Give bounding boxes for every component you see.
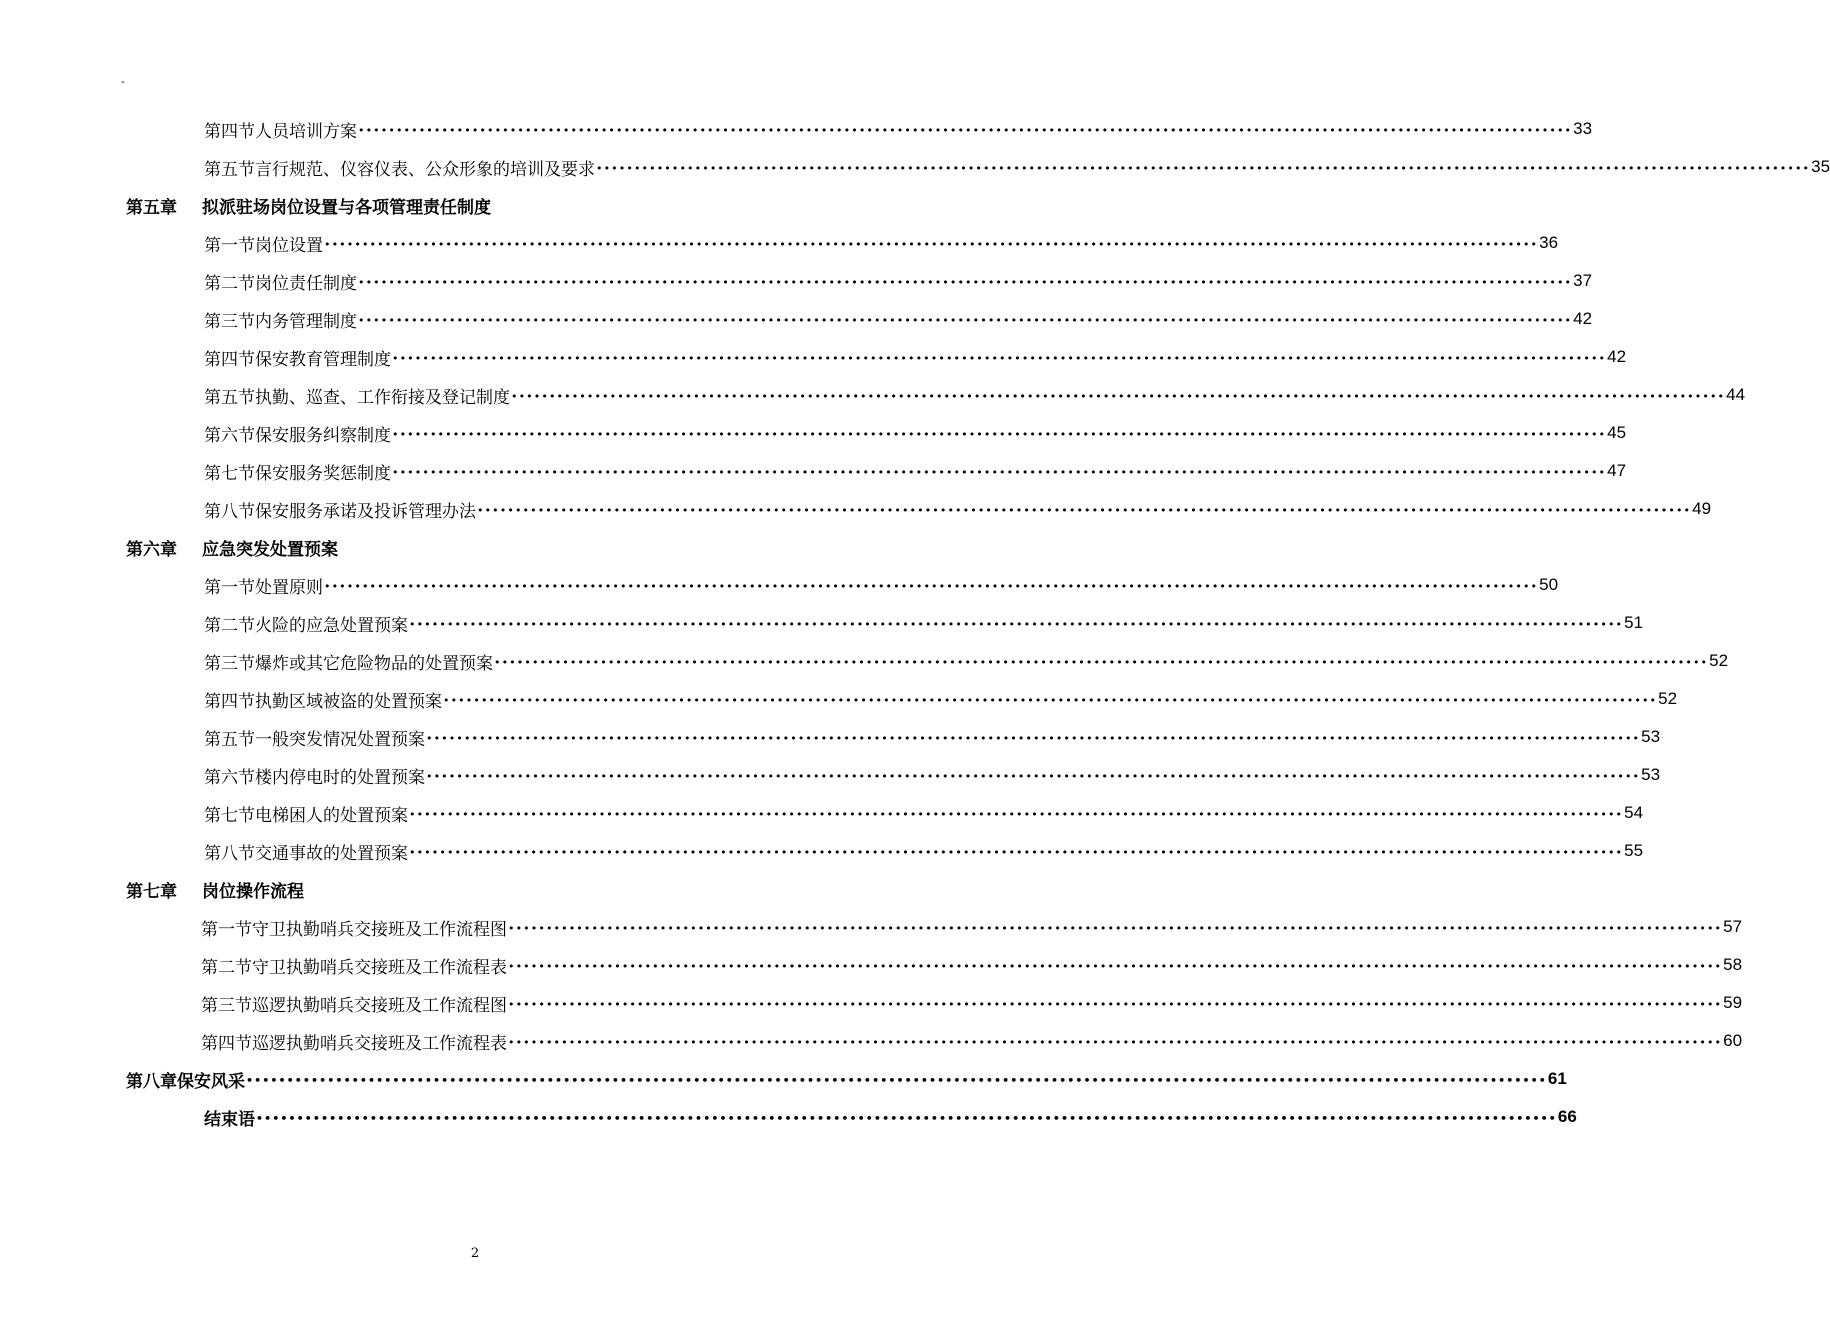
toc-section-row[interactable] xyxy=(204,494,1712,524)
dot-leader: •••••••••••••••••••••••••••••••••••••••••••••••••••••••••••••••••••••••••••••••••••••••••••••••••••••••••••••••••••••••••••••••••••••••••••••••••••••••••••••••• xyxy=(426,731,1641,745)
toc-chapter-row[interactable] xyxy=(204,1102,1577,1132)
toc-section-row[interactable] xyxy=(201,1026,1743,1056)
chapter-title: 保安风采 xyxy=(177,1071,245,1092)
header-mark: - xyxy=(121,75,125,88)
dot-leader: •••••••••••••••••••••••••••••••••••••••••••••••••••••••••••••••••••••••••••••••••••••••••••••••••••••••••••••••••••••••••••••••••••••••••••••••••••••••••••••••• xyxy=(358,275,1573,289)
page-ref: 60 xyxy=(1723,1031,1743,1050)
toc-section-row[interactable] xyxy=(204,836,1644,866)
toc-section-row[interactable] xyxy=(204,456,1627,486)
section-label: 第二节 xyxy=(204,615,255,636)
section-label: 第二节 xyxy=(201,957,252,978)
section-title: 处置原则 xyxy=(255,577,323,598)
page-ref: 54 xyxy=(1624,803,1644,822)
page-ref: 45 xyxy=(1607,423,1627,442)
dot-leader: •••••••••••••••••••••••••••••••••••••••••••••••••••••••••••••••••••••••••••••••••••••••••••••••••••••••••••••••••••••••••••••••••••••••••••••••••••••••••••••••• xyxy=(426,769,1641,783)
toc-chapter-row[interactable] xyxy=(126,190,777,220)
toc-section-row[interactable] xyxy=(204,684,1678,714)
section-label: 第三节 xyxy=(204,311,255,332)
page-ref: 35 xyxy=(1811,157,1830,176)
toc-chapter-row[interactable] xyxy=(126,874,777,904)
toc-section-row[interactable] xyxy=(204,646,1729,676)
section-title: 岗位设置 xyxy=(255,235,323,256)
page-ref: 57 xyxy=(1723,917,1743,936)
page-ref: 52 xyxy=(1658,689,1678,708)
section-label: 第六节 xyxy=(204,767,255,788)
dot-leader: •••••••••••••••••••••••••••••••••••••••••••••••••••••••••••••••••••••••••••••••••••••••••••••••••••••••••••••••••••••••••••••••••••••••••••••••••••••••••••••••• xyxy=(358,123,1573,137)
section-title: 巡逻执勤哨兵交接班及工作流程图 xyxy=(252,995,507,1016)
section-label: 第一节 xyxy=(204,235,255,256)
page-ref: 42 xyxy=(1573,309,1593,328)
toc-section-row[interactable] xyxy=(204,304,1593,334)
section-title: 内务管理制度 xyxy=(255,311,357,332)
page-number: 2 xyxy=(470,1246,480,1261)
chapter-title: 岗位操作流程 xyxy=(202,881,304,902)
section-title: 爆炸或其它危险物品的处置预案 xyxy=(255,653,493,674)
toc-section-row[interactable] xyxy=(204,266,1593,296)
chapter-label: 第七章 xyxy=(126,881,177,902)
section-title: 执勤、巡查、工作衔接及登记制度 xyxy=(255,387,510,408)
section-label: 第五节 xyxy=(204,387,255,408)
dot-leader: •••••••••••••••••••••••••••••••••••••••••••••••••••••••••••••••••••••••••••••••••••••••••••••••••••••••••••••••••••••••••••••••••••••••••••••••••••••••••••••••• xyxy=(324,579,1539,593)
section-label: 第六节 xyxy=(204,425,255,446)
section-label: 第七节 xyxy=(204,463,255,484)
dot-leader: •••••••••••••••••••••••••••••••••••••••••••••••••••••••••••••••••••••••••••••••••••••••••••••••••••••••••••••••••••••••••••••••••••••••••••••••••••••••••••••••• xyxy=(392,351,1607,365)
dot-leader: •••••••••••••••••••••••••••••••••••••••••••••••••••••••••••••••••••••••••••••••••••••••••••••••••••••••••••••••••••••••••••••••••••••••••••••••••••••••••••••••• xyxy=(392,465,1607,479)
section-title: 保安教育管理制度 xyxy=(255,349,391,370)
page-ref: 53 xyxy=(1641,727,1661,746)
page-ref: 37 xyxy=(1573,271,1593,290)
section-title: 执勤区域被盗的处置预案 xyxy=(255,691,442,712)
page-ref: 49 xyxy=(1692,499,1712,518)
section-title: 守卫执勤哨兵交接班及工作流程图 xyxy=(252,919,507,940)
chapter-title: 应急突发处置预案 xyxy=(202,539,338,560)
dot-leader: •••••••••••••••••••••••••••••••••••••••••••••••••••••••••••••••••••••••••••••••••••••••••••••••••••••••••••••••••••••••••••••••••••••••••••••••••••••••••••••••• xyxy=(494,655,1709,669)
section-label: 第二节 xyxy=(204,273,255,294)
page-ref: 55 xyxy=(1624,841,1644,860)
dot-leader: •••••••••••••••••••••••••••••••••••••••••••••••••••••••••••••••••••••••••••••••••••••••••••••••••••••••••••••••••••••••••••••••••••••••••••••••••••••••••••••••• xyxy=(443,693,1658,707)
toc-chapter-row[interactable] xyxy=(126,532,777,562)
dot-leader: •••••••••••••••••••••••••••••••••••••••••••••••••••••••••••••••••••••••••••••••••••••••••••••••••••••••••••••••••••••••••••••••••••••••••••••••••••••••••••••••• xyxy=(508,1035,1723,1049)
toc-section-row[interactable] xyxy=(204,418,1627,448)
page-ref: 50 xyxy=(1539,575,1559,594)
dot-leader: •••••••••••••••••••••••••••••••••••••••••••••••••••••••••••••••••••••••••••••••••••••••••••••••••••••••••••••••••••••••••••••••••••••••••••••••••••••••••••••••• xyxy=(596,161,1811,175)
section-label: 第八节 xyxy=(204,501,255,522)
dot-leader: •••••••••••••••••••••••••••••••••••••••••••••••••••••••••••••••••••••••••••••••••••••••••••••••••••••••••••••••••••••••••••••••••••••••••••••••••••••••••••••••• xyxy=(246,1073,1547,1087)
section-title: 言行规范、仪容仪表、公众形象的培训及要求 xyxy=(255,159,595,180)
dot-leader: •••••••••••••••••••••••••••••••••••••••••••••••••••••••••••••••••••••••••••••••••••••••••••••••••••••••••••••••••••••••••••••••••••••••••••••••••••••••••••••••• xyxy=(392,427,1607,441)
section-label: 第四节 xyxy=(204,121,255,142)
section-title: 保安服务奖惩制度 xyxy=(255,463,391,484)
section-label: 第三节 xyxy=(204,653,255,674)
section-label: 第七节 xyxy=(204,805,255,826)
toc-section-row[interactable] xyxy=(204,608,1644,638)
toc-section-row[interactable] xyxy=(201,988,1743,1018)
dot-leader: •••••••••••••••••••••••••••••••••••••••••••••••••••••••••••••••••••••••••••••••••••••••••••••••••••••••••••••••••••••••••••••••••••••••••••••••••••••••••••••••• xyxy=(358,313,1573,327)
section-title: 保安服务承诺及投诉管理办法 xyxy=(255,501,476,522)
section-label: 第三节 xyxy=(201,995,252,1016)
section-title: 岗位责任制度 xyxy=(255,273,357,294)
toc-section-row[interactable] xyxy=(204,342,1627,372)
toc-section-row[interactable] xyxy=(204,380,1746,410)
chapter-title: 拟派驻场岗位设置与各项管理责任制度 xyxy=(202,197,491,218)
page-ref: 59 xyxy=(1723,993,1743,1012)
dot-leader: •••••••••••••••••••••••••••••••••••••••••••••••••••••••••••••••••••••••••••••••••••••••••••••••••••••••••••••••••••••••••••••••••••••••••••••••••••••••••••••••• xyxy=(256,1111,1557,1125)
chapter-label: 第八章 xyxy=(126,1071,177,1092)
toc-section-row[interactable] xyxy=(204,722,1661,752)
section-title: 守卫执勤哨兵交接班及工作流程表 xyxy=(252,957,507,978)
dot-leader: •••••••••••••••••••••••••••••••••••••••••••••••••••••••••••••••••••••••••••••••••••••••••••••••••••••••••••••••••••••••••••••••••••••••••••••••••••••••••••••••• xyxy=(409,845,1624,859)
toc-chapter-row[interactable] xyxy=(126,1064,1567,1094)
toc-section-row[interactable] xyxy=(204,152,1830,182)
page-ref: 33 xyxy=(1573,119,1593,138)
toc-section-row[interactable] xyxy=(204,570,1559,600)
page-ref: 58 xyxy=(1723,955,1743,974)
section-label: 第四节 xyxy=(204,691,255,712)
section-label: 第一节 xyxy=(201,919,252,940)
dot-leader: •••••••••••••••••••••••••••••••••••••••••••••••••••••••••••••••••••••••••••••••••••••••••••••••••••••••••••••••••••••••••••••••••••••••••••••••••••••••••••••••• xyxy=(508,921,1723,935)
dot-leader: •••••••••••••••••••••••••••••••••••••••••••••••••••••••••••••••••••••••••••••••••••••••••••••••••••••••••••••••••••••••••••••••••••••••••••••••••••••••••••••••• xyxy=(508,959,1723,973)
section-label: 第八节 xyxy=(204,843,255,864)
section-label: 第五节 xyxy=(204,729,255,750)
dot-leader: •••••••••••••••••••••••••••••••••••••••••••••••••••••••••••••••••••••••••••••••••••••••••••••••••••••••••••••••••••••••••••••••••••••••••••••••••••••••••••••••• xyxy=(508,997,1723,1011)
toc-section-row[interactable] xyxy=(201,912,1743,942)
section-title: 人员培训方案 xyxy=(255,121,357,142)
toc-section-row[interactable] xyxy=(201,950,1743,980)
section-title: 保安服务纠察制度 xyxy=(255,425,391,446)
page-ref: 51 xyxy=(1624,613,1644,632)
section-title: 楼内停电时的处置预案 xyxy=(255,767,425,788)
page-ref: 52 xyxy=(1709,651,1729,670)
chapter-label: 第六章 xyxy=(126,539,177,560)
page-ref: 44 xyxy=(1726,385,1746,404)
section-title: 巡逻执勤哨兵交接班及工作流程表 xyxy=(252,1033,507,1054)
section-title: 火险的应急处置预案 xyxy=(255,615,408,636)
page-ref: 36 xyxy=(1539,233,1559,252)
dot-leader: •••••••••••••••••••••••••••••••••••••••••••••••••••••••••••••••••••••••••••••••••••••••••••••••••••••••••••••••••••••••••••••••••••••••••••••••••••••••••••••••• xyxy=(409,807,1624,821)
section-label: 第一节 xyxy=(204,577,255,598)
page-ref: 61 xyxy=(1547,1069,1567,1088)
page-ref: 42 xyxy=(1607,347,1627,366)
toc-section-row[interactable] xyxy=(204,228,1559,258)
section-title: 交通事故的处置预案 xyxy=(255,843,408,864)
page-ref: 53 xyxy=(1641,765,1661,784)
chapter-label: 第五章 xyxy=(126,197,177,218)
toc-section-row[interactable] xyxy=(204,114,1593,144)
toc-section-row[interactable] xyxy=(204,760,1661,790)
section-label: 第四节 xyxy=(201,1033,252,1054)
dot-leader: •••••••••••••••••••••••••••••••••••••••••••••••••••••••••••••••••••••••••••••••••••••••••••••••••••••••••••••••••••••••••••••••••••••••••••••••••••••••••••••••• xyxy=(477,503,1692,517)
section-label: 第五节 xyxy=(204,159,255,180)
dot-leader: •••••••••••••••••••••••••••••••••••••••••••••••••••••••••••••••••••••••••••••••••••••••••••••••••••••••••••••••••••••••••••••••••••••••••••••••••••••••••••••••• xyxy=(324,237,1539,251)
dot-leader: •••••••••••••••••••••••••••••••••••••••••••••••••••••••••••••••••••••••••••••••••••••••••••••••••••••••••••••••••••••••••••••••••••••••••••••••••••••••••••••••• xyxy=(511,389,1726,403)
page-ref: 66 xyxy=(1557,1107,1577,1126)
dot-leader: •••••••••••••••••••••••••••••••••••••••••••••••••••••••••••••••••••••••••••••••••••••••••••••••••••••••••••••••••••••••••••••••••••••••••••••••••••••••••••••••• xyxy=(409,617,1624,631)
section-label: 第四节 xyxy=(204,349,255,370)
page-ref: 47 xyxy=(1607,461,1627,480)
chapter-title: 结束语 xyxy=(204,1109,255,1130)
section-title: 一般突发情况处置预案 xyxy=(255,729,425,750)
section-title: 电梯困人的处置预案 xyxy=(255,805,408,826)
toc-section-row[interactable] xyxy=(204,798,1644,828)
